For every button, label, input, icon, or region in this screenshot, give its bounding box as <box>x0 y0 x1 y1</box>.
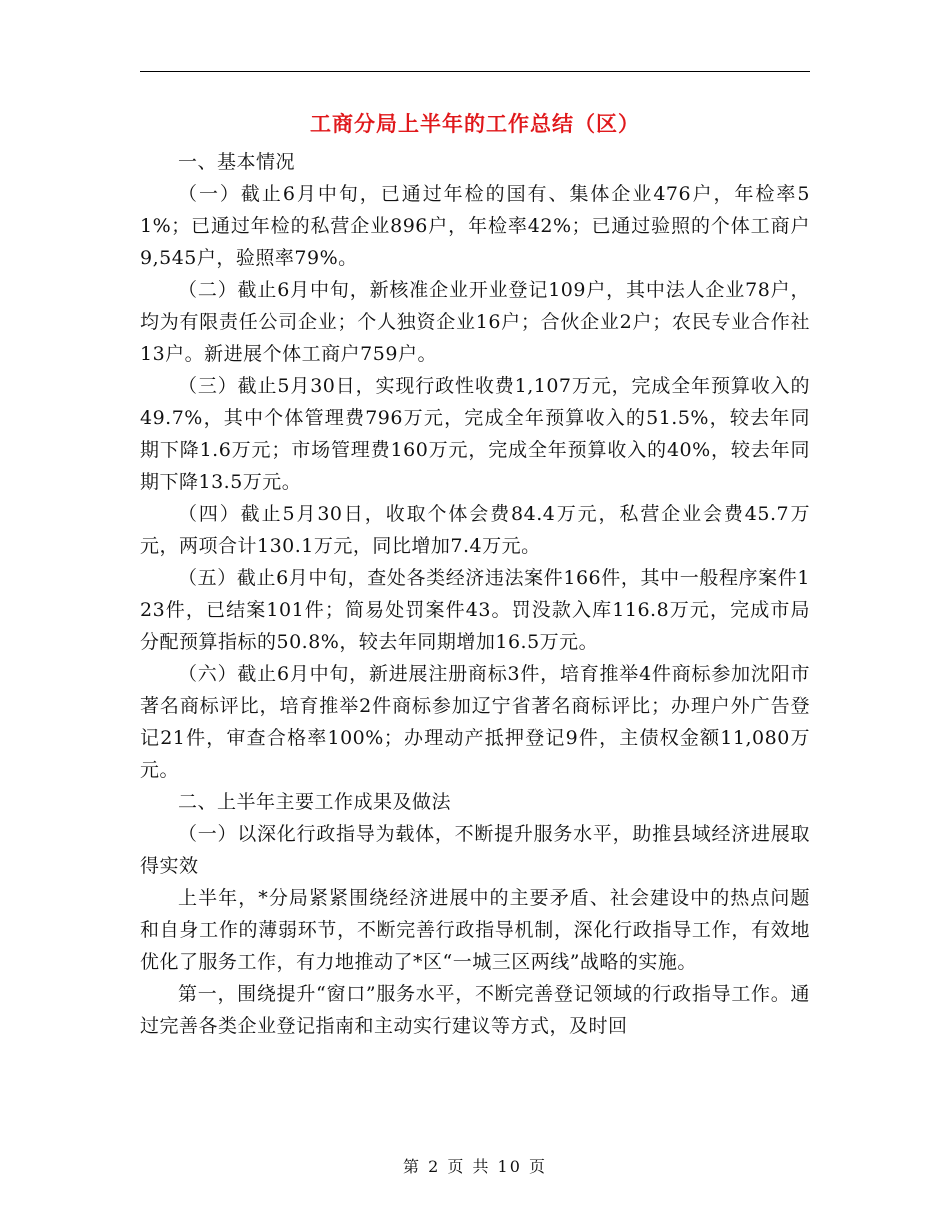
page-number-footer: 第 2 页 共 10 页 <box>403 1157 547 1176</box>
paragraph: （五）截止6月中旬，查处各类经济违法案件166件，其中一般程序案件123件，已结案101件；简易处罚案件43。罚没款入库116.8万元，完成市局分配预算指标的50.8%，较去年同期增加16.5万元。 <box>140 567 810 653</box>
paragraph: （一）截止6月中旬，已通过年检的国有、集体企业476户，年检率51%；已通过年检的私营企业896户，年检率42%；已通过验照的个体工商户9,545户，验照率79%。 <box>140 183 810 269</box>
document-title: 工商分局上半年的工作总结（区） <box>310 112 640 136</box>
section-heading-basic: 一、基本情况 <box>178 151 296 173</box>
paragraph: 第一，围绕提升“窗口”服务水平，不断完善登记领域的行政指导工作。通过完善各类企业登记指南和主动实行建议等方式，及时回 <box>140 983 810 1037</box>
paragraph: （三）截止5月30日，实现行政性收费1,107万元，完成全年预算收入的49.7%，其中个体管理费796万元，完成全年预算收入的51.5%，较去年同期下降1.6万元；市场管理费160万元，完成全年预算收入的40%，较去年同期下降13.5万元。 <box>140 375 810 493</box>
header-rule <box>140 71 810 72</box>
paragraph: （四）截止5月30日，收取个体会费84.4万元，私营企业会费45.7万元，两项合计130.1万元，同比增加7.4万元。 <box>140 503 810 557</box>
subsection-heading: （一）以深化行政指导为载体，不断提升服务水平，助推县域经济进展取得实效 <box>140 823 810 877</box>
section-heading-achievements: 二、上半年主要工作成果及做法 <box>178 791 452 813</box>
paragraph: 上半年，*分局紧紧围绕经济进展中的主要矛盾、社会建设中的热点问题和自身工作的薄弱环节，不断完善行政指导机制，深化行政指导工作，有效地优化了服务工作，有力地推动了*区“一城三区两线”战略的实施。 <box>140 887 810 973</box>
paragraph: （二）截止6月中旬，新核准企业开业登记109户，其中法人企业78户，均为有限责任公司企业；个人独资企业16户；合伙企业2户；农民专业合作社13户。新进展个体工商户759户。 <box>140 279 810 365</box>
paragraph: （六）截止6月中旬，新进展注册商标3件，培育推举4件商标参加沈阳市著名商标评比，培育推举2件商标参加辽宁省著名商标评比；办理户外广告登记21件，审查合格率100%；办理动产抵押登记9件，主债权金额11,080万元。 <box>140 663 810 781</box>
document-body <box>140 146 810 1042</box>
